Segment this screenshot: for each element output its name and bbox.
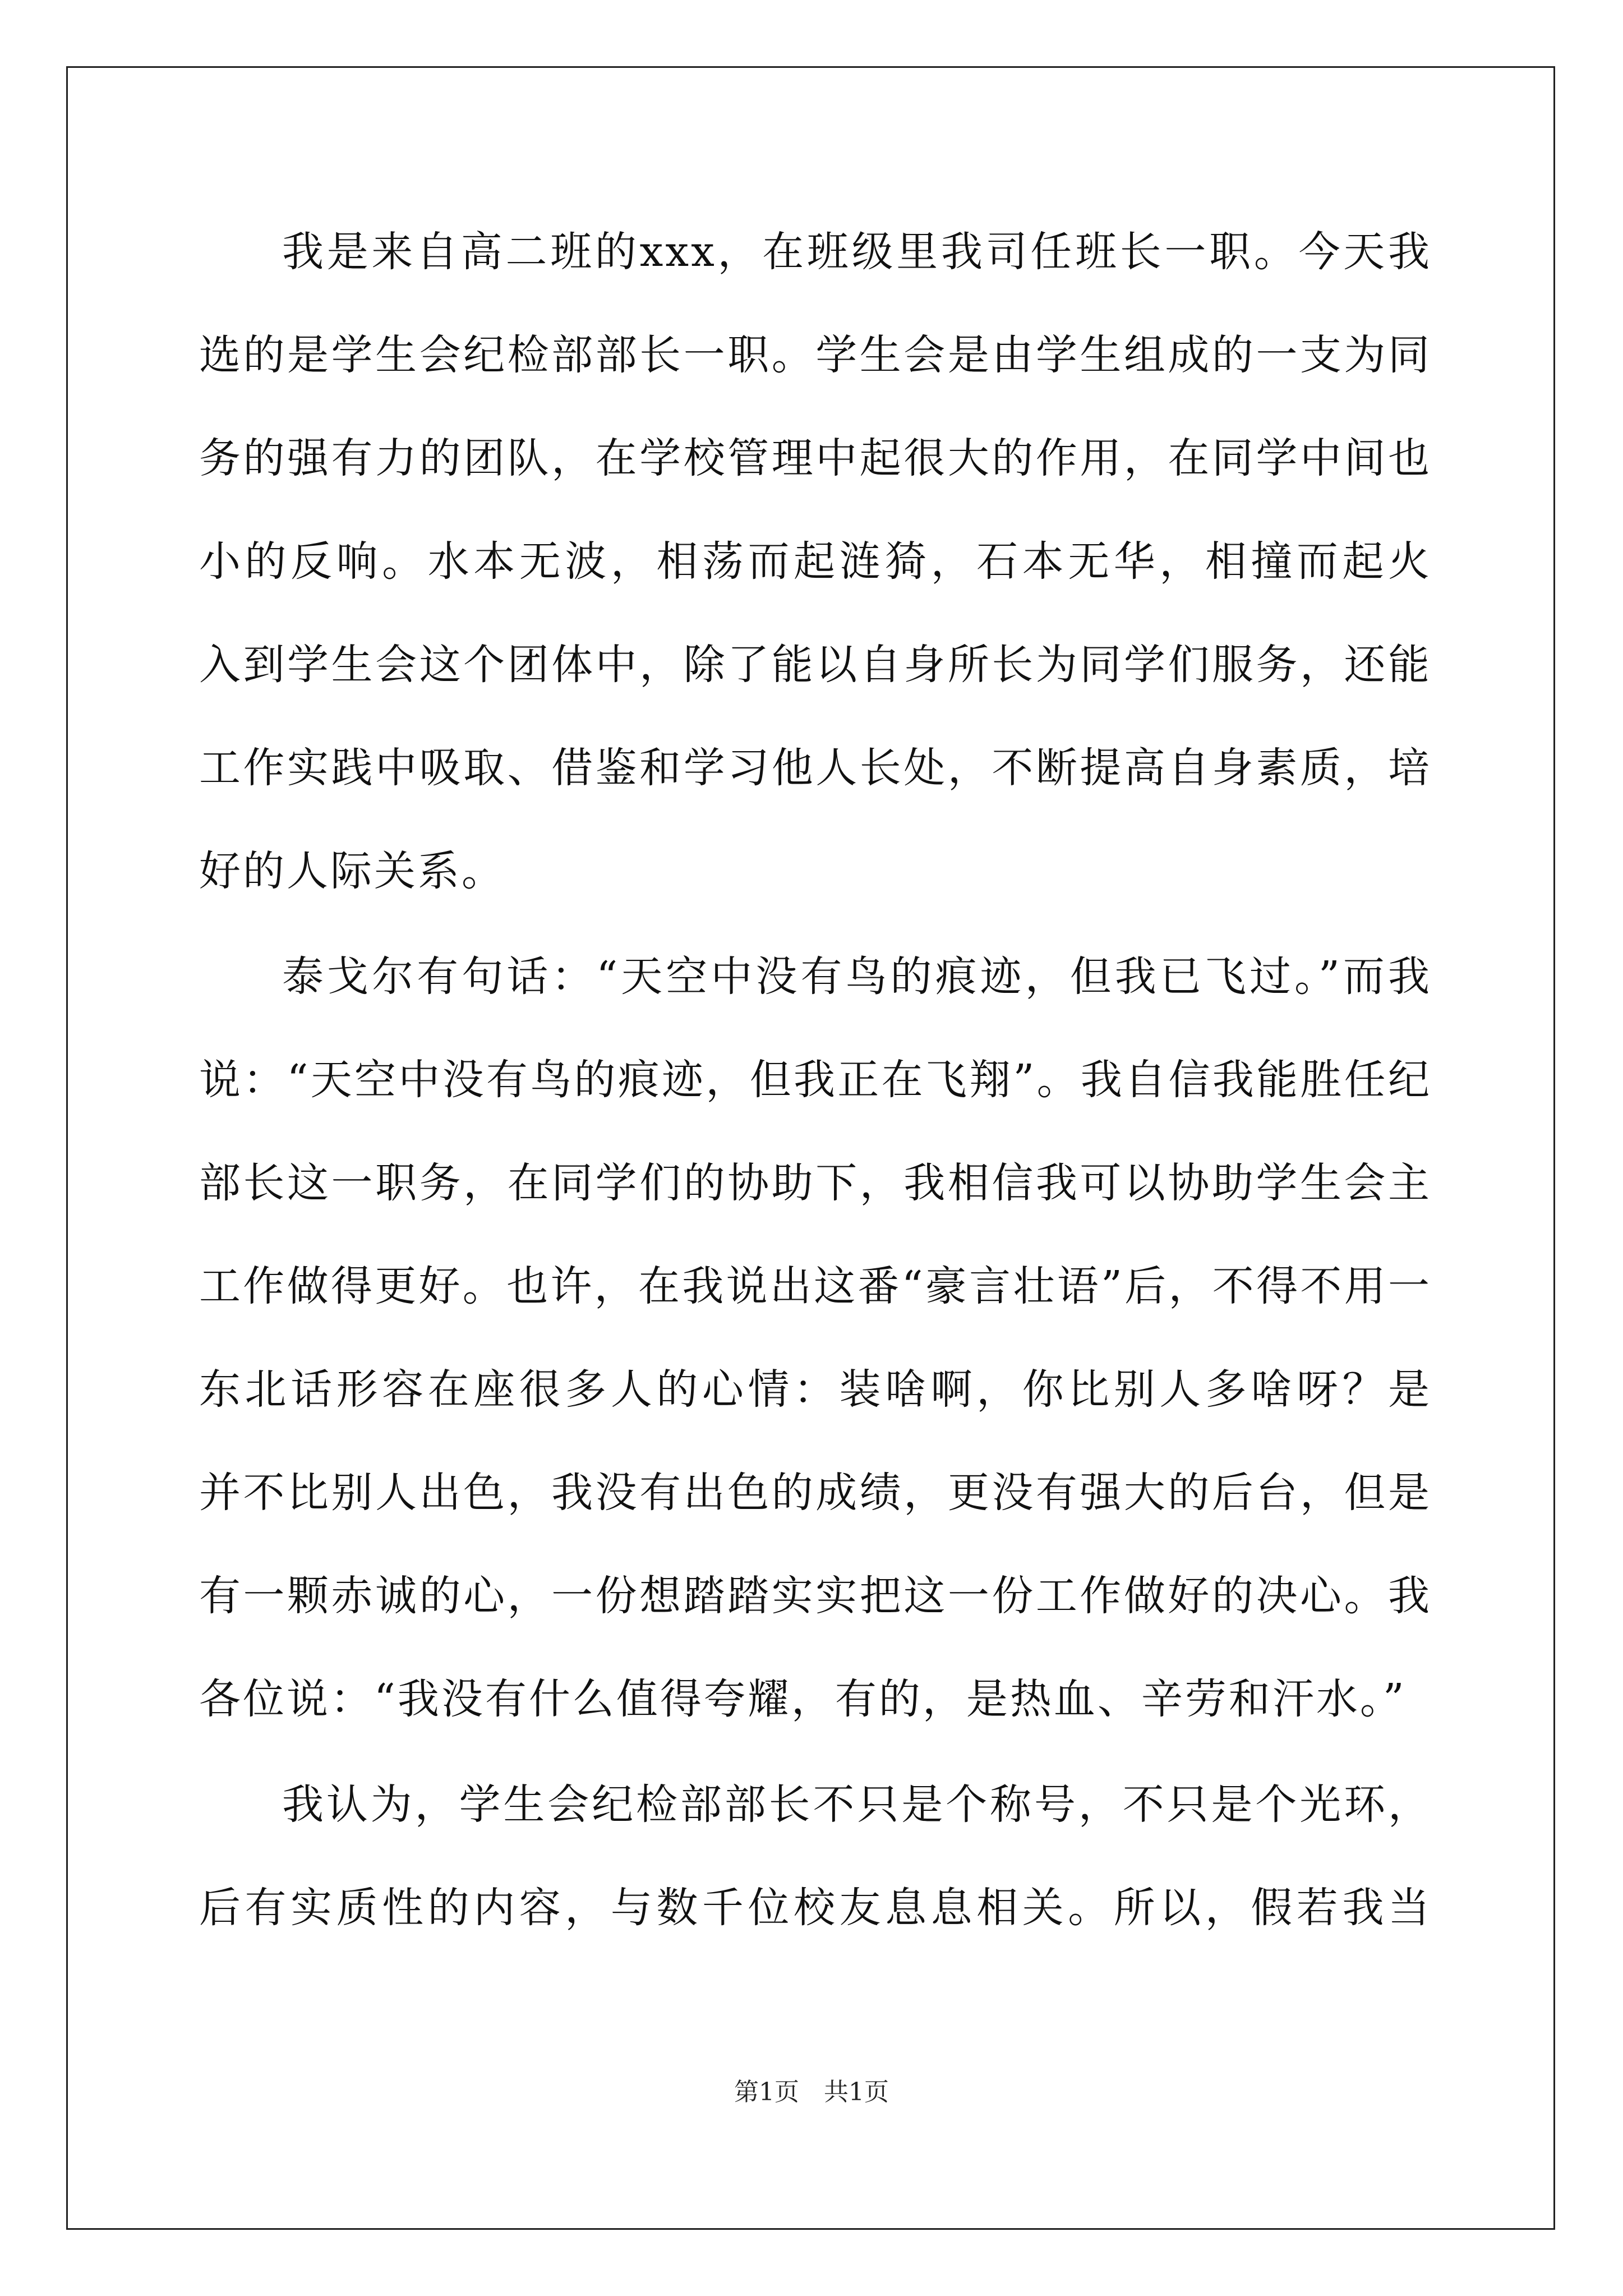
text-line: 好的人际关系。 (199, 847, 505, 895)
paragraph-1 (199, 200, 1432, 923)
text-line: 小的反响。水本无波，相荡而起涟猗，石本无华，相撞而起火 (199, 537, 1432, 586)
text-line: 选的是学生会纪检部部长一职。学生会是由学生组成的一支为同 (199, 331, 1432, 379)
text-line: 说：“天空中没有鸟的痕迹，但我正在飞翔”。我自信我能胜任纪 (199, 1056, 1432, 1104)
text-line: 后有实质性的内容，与数千位校友息息相关。所以，假若我当 (199, 1884, 1432, 1932)
text-line: 各位说：“我没有什么值得夸耀，有的，是热血、辛劳和汗水。” (199, 1675, 1407, 1723)
text-line: 泰戈尔有句话：“天空中没有鸟的痕迹，但我已飞过。”而我 (282, 953, 1432, 1001)
text-line: 部长这一职务，在同学们的协助下，我相信我可以协助学生会主 (199, 1159, 1432, 1207)
paragraph-2 (199, 925, 1432, 1751)
text-line: 我是来自高二班的xxx，在班级里我司任班长一职。今天我 (282, 228, 1432, 276)
text-line: 东北话形容在座很多人的心情：装啥啊，你比别人多啥呀？是 (199, 1365, 1432, 1414)
text-line: 有一颗赤诚的心，一份想踏踏实实把这一份工作做好的决心。我 (199, 1572, 1432, 1620)
text-line: 并不比别人出色，我没有出色的成绩，更没有强大的后台，但是 (199, 1469, 1432, 1517)
paragraph-3 (199, 1753, 1432, 1959)
text-line: 务的强有力的团队，在学校管理中起很大的作用，在同学中间也 (199, 434, 1432, 482)
text-line: 工作实践中吸取、借鉴和学习他人长处，不断提高自身素质，培 (199, 744, 1432, 792)
text-line: 入到学生会这个团体中，除了能以自身所长为同学们服务，还能 (199, 641, 1432, 689)
document-body (199, 200, 1432, 1962)
page-footer: 第1页 共1页 (734, 2078, 889, 2106)
text-line: 工作做得更好。也许，在我说出这番“豪言壮语”后，不得不用一 (199, 1262, 1432, 1310)
text-line: 我认为，学生会纪检部部长不只是个称号，不只是个光环， (282, 1780, 1432, 1829)
